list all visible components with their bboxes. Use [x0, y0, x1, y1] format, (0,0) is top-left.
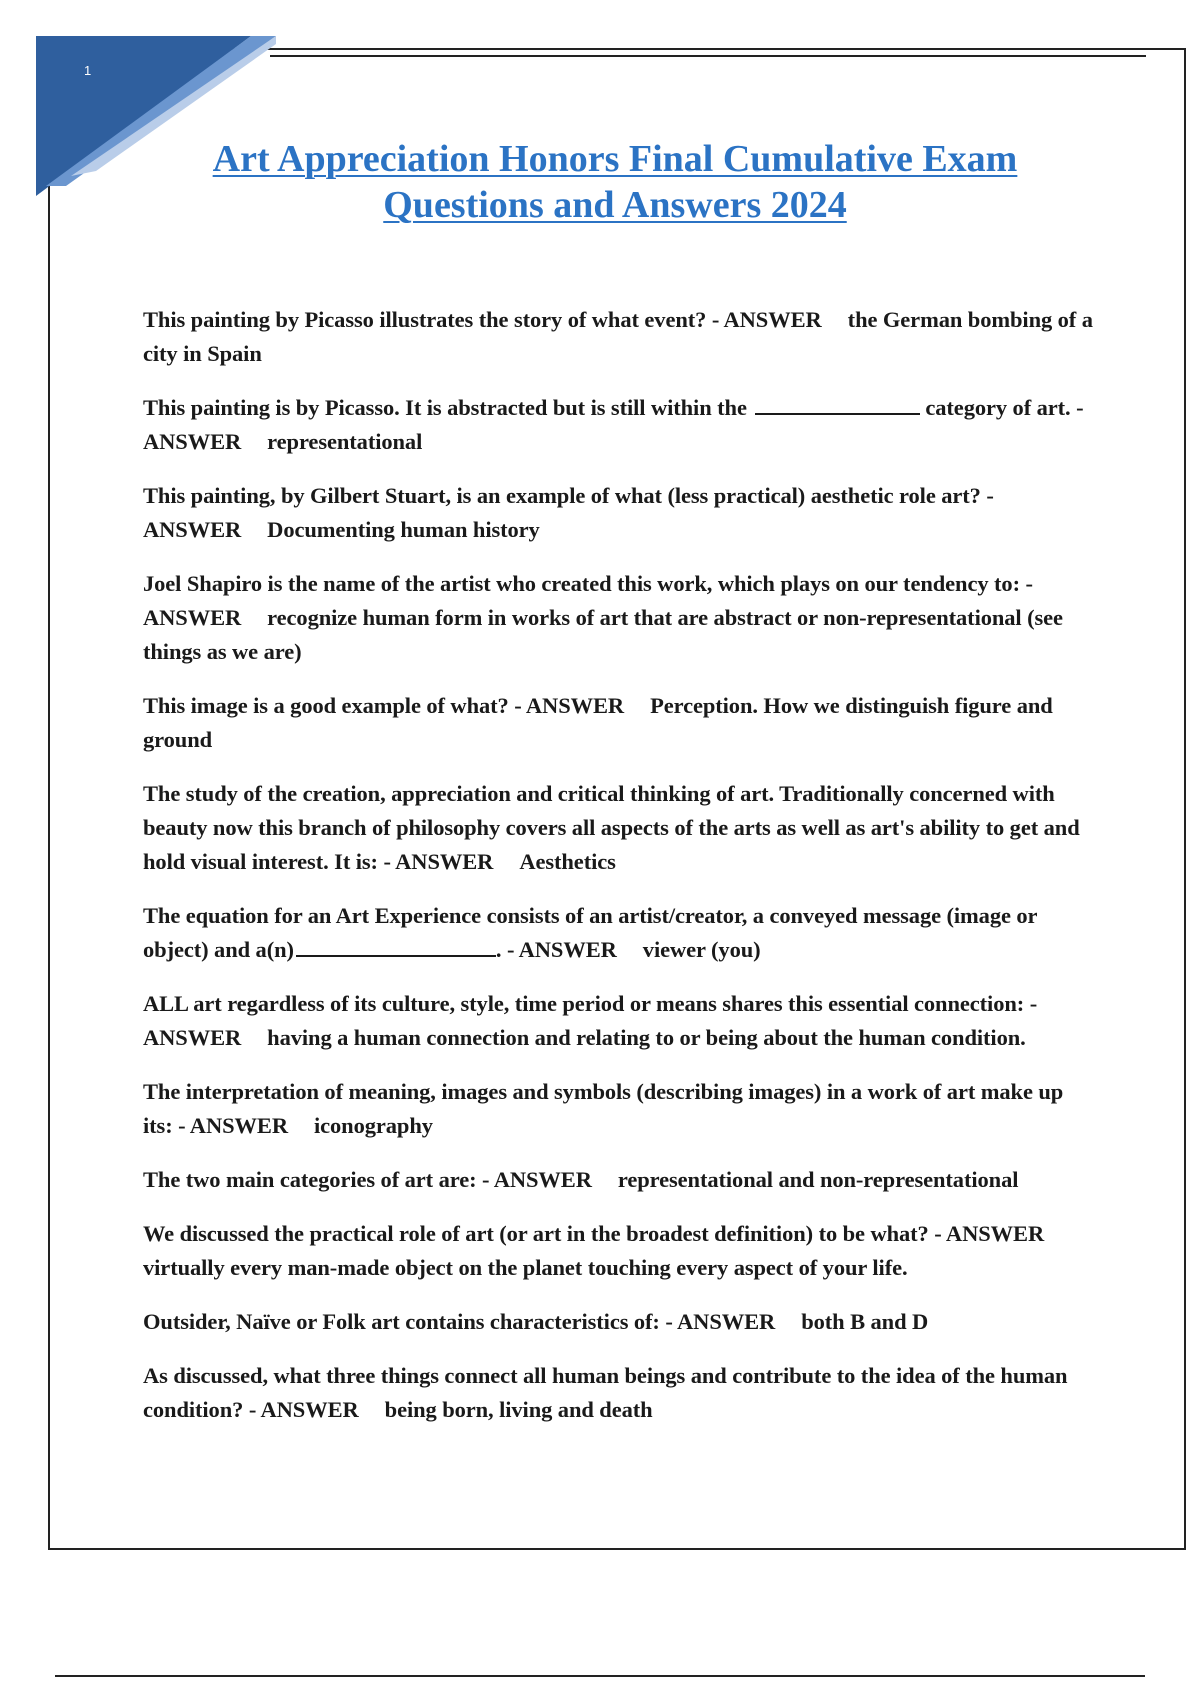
answer-marker: - ANSWER — [248, 1397, 359, 1422]
answer-marker: - ANSWER — [143, 483, 994, 542]
question-text: ALL art regardless of its culture, style, time period or means shares this essential connection: — [143, 991, 1025, 1016]
qa-item — [143, 777, 1093, 879]
qa-item — [143, 1359, 1093, 1427]
qa-item — [143, 479, 1093, 547]
answer-marker: - ANSWER — [143, 395, 1084, 454]
answer-marker: - ANSWER — [711, 307, 822, 332]
question-text: The study of the creation, appreciation and critical thinking of art. Traditionally concerned with beauty now this branch of philosophy covers all aspects of the arts as well as art's ability to get and hold visual interest. It is: — [143, 781, 1080, 874]
answer-text: the German bombing of a city in Spain — [143, 307, 1093, 366]
question-text: This painting is by Picasso. It is abstracted but is still within the — [143, 395, 747, 420]
answer-text: recognize human form in works of art that are abstract or non-representational (see things as we are) — [143, 605, 1063, 664]
answer-text: representational and non-representational — [617, 1167, 1019, 1192]
fill-in-blank — [755, 391, 920, 415]
answer-text: Perception. How we distinguish figure and ground — [143, 693, 1053, 752]
qa-item — [143, 303, 1093, 371]
bottom-rule — [55, 1675, 1145, 1677]
answer-marker: - ANSWER — [506, 937, 617, 962]
answer-text: viewer (you) — [642, 937, 761, 962]
answer-marker: - ANSWER — [665, 1309, 776, 1334]
answer-text: virtually every man-made object on the planet touching every aspect of your life. — [143, 1255, 908, 1280]
qa-item — [143, 1217, 1093, 1285]
answer-text: representational — [267, 429, 423, 454]
fill-in-blank — [296, 933, 496, 957]
page-number: 1 — [84, 63, 92, 78]
answer-marker: - ANSWER — [143, 571, 1033, 630]
title-line-2: Questions and Answers 2024 — [383, 184, 847, 226]
answer-marker: - ANSWER — [482, 1167, 592, 1192]
question-text: This painting by Picasso illustrates the story of what event? — [143, 307, 707, 332]
page-title — [120, 136, 1110, 228]
answer-text: having a human connection and relating to or being about the human condition. — [267, 1025, 1026, 1050]
qa-list — [143, 303, 1093, 1447]
answer-marker: - ANSWER — [934, 1221, 1045, 1246]
answer-marker: - ANSWER — [178, 1113, 288, 1138]
answer-marker: - ANSWER — [383, 849, 494, 874]
answer-text: both B and D — [801, 1309, 929, 1334]
question-text: This image is a good example of what? — [143, 693, 509, 718]
question-text: The interpretation of meaning, images and symbols (describing images) in a work of art make up its: — [143, 1079, 1064, 1138]
qa-item — [143, 689, 1093, 757]
answer-text: Aesthetics — [519, 849, 616, 874]
answer-text: being born, living and death — [384, 1397, 653, 1422]
question-text: The equation for an Art Experience consists of an artist/creator, a conveyed message (image or object) and a(n) — [143, 903, 1038, 962]
question-text: The two main categories of art are: — [143, 1167, 477, 1192]
question-text: Outsider, Naïve or Folk art contains characteristics of: — [143, 1309, 660, 1334]
qa-item — [143, 391, 1093, 459]
title-line-1: Art Appreciation Honors Final Cumulative Exam — [212, 138, 1018, 180]
qa-item — [143, 899, 1093, 967]
qa-item — [143, 1163, 1093, 1197]
qa-item — [143, 1075, 1093, 1143]
question-text: We discussed the practical role of art (or art in the broadest definition) to be what? — [143, 1221, 929, 1246]
question-text: This painting, by Gilbert Stuart, is an example of what (less practical) aesthetic role art? — [143, 483, 981, 508]
question-text: Joel Shapiro is the name of the artist who created this work, which plays on our tendency to: — [143, 571, 1020, 596]
answer-text: Documenting human history — [267, 517, 540, 542]
question-text-continued: . — [495, 937, 502, 962]
answer-marker: - ANSWER — [143, 991, 1038, 1050]
answer-text: iconography — [313, 1113, 433, 1138]
qa-item — [143, 567, 1093, 669]
question-text-continued: category of art. — [925, 395, 1071, 420]
question-text: As discussed, what three things connect all human beings and contribute to the idea of the human condition? — [143, 1363, 1068, 1422]
qa-item — [143, 1305, 1093, 1339]
qa-item — [143, 987, 1093, 1055]
answer-marker: - ANSWER — [514, 693, 625, 718]
